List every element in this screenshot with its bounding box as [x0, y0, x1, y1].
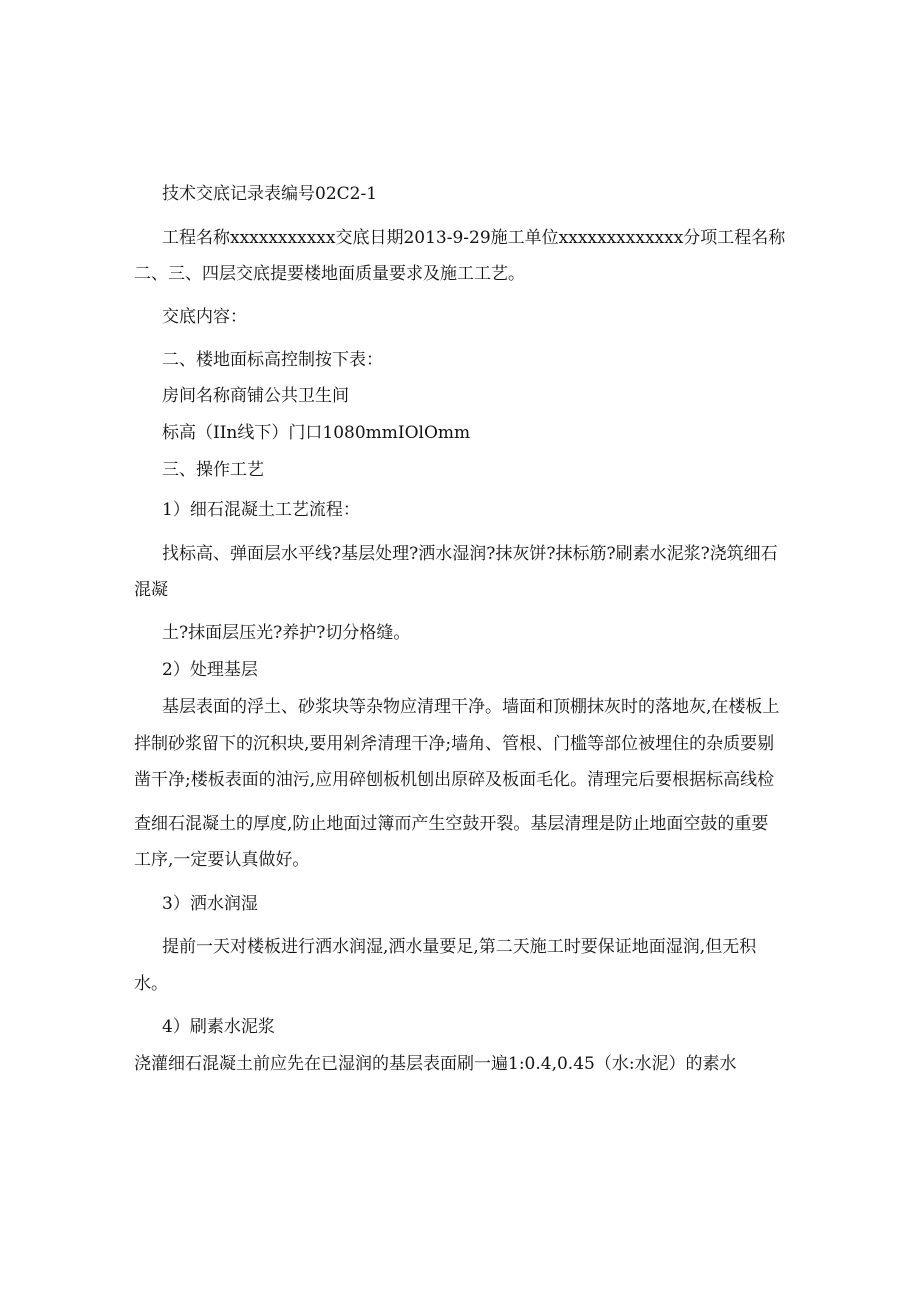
paragraph-line: 提前一天对楼板进行洒水润湿,洒水量要足,第二天施工时要保证地面湿润,但无积: [162, 937, 757, 957]
paragraph-line: 找标高、弹面层水平线?基层处理?洒水湿润?抹灰饼?抹标筋?刷素水泥浆?浇筑细石: [162, 544, 778, 564]
paragraph-line: 凿干净;楼板表面的油污,应用碎刨板机刨出原碎及板面毛化。清理完后要根据标高线检: [134, 770, 775, 790]
paragraph-line: 浇灌细石混凝土前应先在已湿润的基层表面刷一遍1:0.4,0.45（水:水泥）的素水: [134, 1054, 737, 1074]
paragraph-line: 水。: [134, 974, 168, 994]
paragraph-line: 查细石混凝土的厚度,防止地面过簿而产生空鼓开裂。基层清理是防止地面空鼓的重要: [134, 814, 769, 834]
record-number-heading: 技术交底记录表编号02C2-1: [162, 184, 378, 204]
subsection-heading-base-treatment: 2）处理基层: [162, 660, 258, 680]
subsection-heading-process-flow: 1）细石混凝土工艺流程：: [162, 500, 360, 520]
briefing-content-label: 交底内容：: [162, 307, 247, 327]
paragraph-line: 土?抹面层压光?养护?切分格缝。: [162, 623, 411, 643]
room-name-line: 房间名称商铺公共卫生间: [162, 386, 349, 406]
elevation-line: 标高（IIn线下）门口1080mmIOlOmm: [162, 423, 471, 443]
section-heading-elevation-control: 二、楼地面标高控制按下表：: [162, 350, 383, 370]
subsection-heading-watering: 3）洒水润湿: [162, 894, 258, 914]
paragraph-line: 拌制砂浆留下的沉积块,要用剁斧清理干净;墙角、管根、门槛等部位被埋住的杂质要剔: [134, 734, 775, 754]
project-info-line: 工程名称xxxxxxxxxxx交底日期2013-9-29施工单位xxxxxxxxxxxxx分项工程名称: [162, 228, 786, 248]
paragraph-line: 混凝: [134, 580, 168, 600]
briefing-summary-line: 二、三、四层交底提要楼地面质量要求及施工工艺。: [134, 264, 525, 284]
section-heading-operation-process: 三、操作工艺: [162, 460, 264, 480]
paragraph-line: 基层表面的浮土、砂浆块等杂物应清理干净。墙面和顶棚抹灰时的落地灰,在楼板上: [162, 697, 780, 717]
subsection-heading-cement-slurry: 4）刷素水泥浆: [162, 1017, 275, 1037]
paragraph-line: 工序,一定要认真做好。: [134, 850, 310, 870]
